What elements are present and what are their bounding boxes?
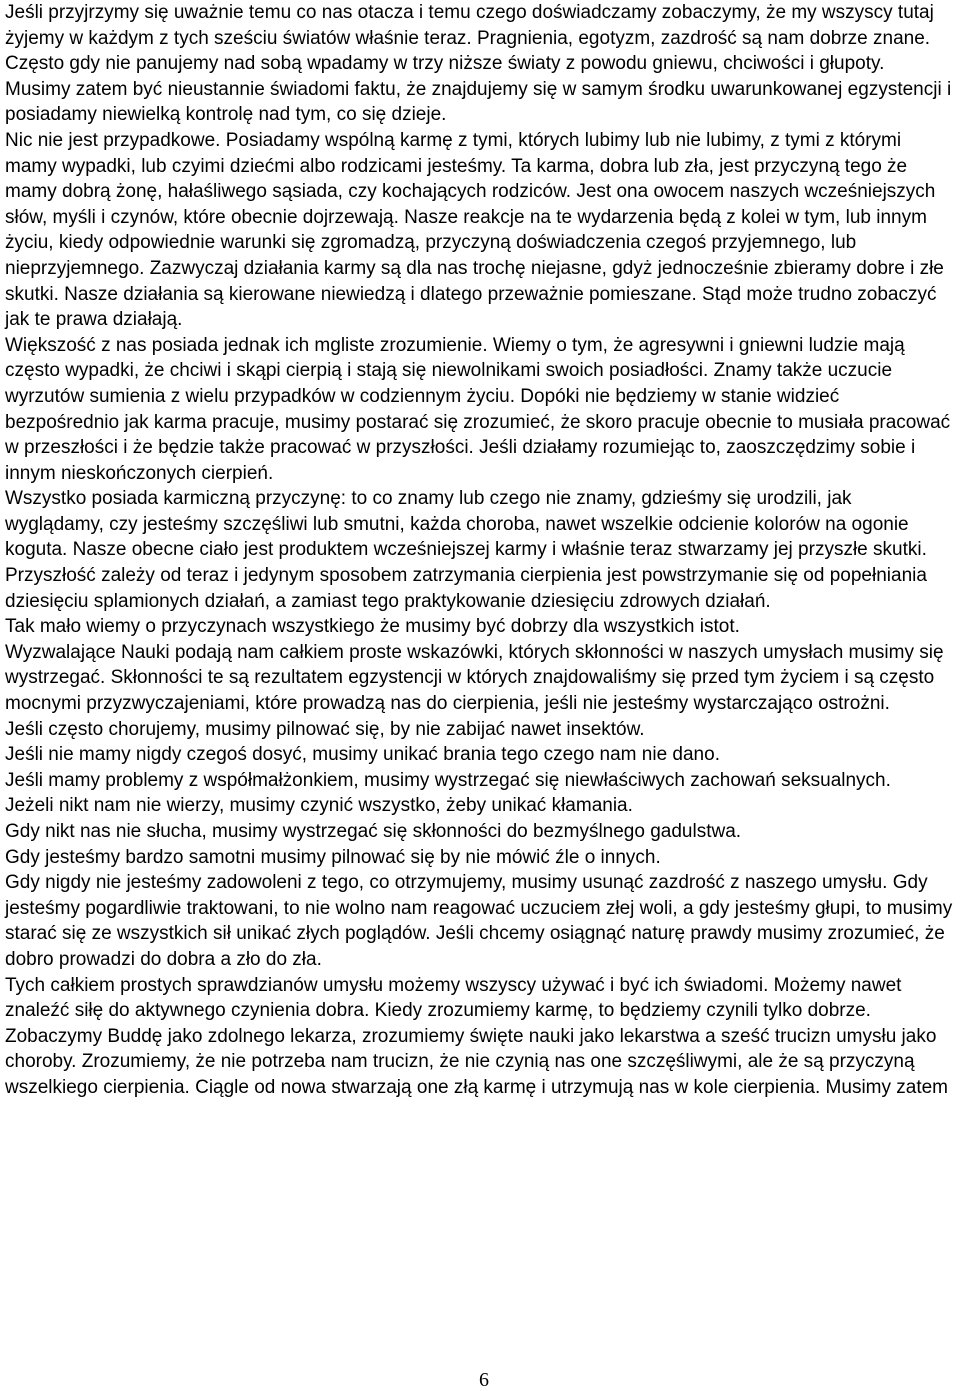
paragraph: Gdy nigdy nie jesteśmy zadowoleni z tego, co otrzymujemy, musimy usunąć zazdrość z naszego umysłu. Gdy jesteśmy pogardliwie traktowani, to nie wolno nam reagować uczuciem złej woli, a gdy jesteśmy głupi, to musimy starać się ze wszystkich sił unikać złych poglądów. Jeśli chcemy osiągnąć naturę prawdy musimy zrozumieć, że dobro prowadzi do dobra a zło do zła. — [5, 872, 953, 970]
page-number: 6 — [479, 1369, 489, 1391]
paragraph: Gdy jesteśmy bardzo samotni musimy pilnować się by nie mówić źle o innych. — [5, 846, 661, 868]
paragraph: Wszystko posiada karmiczną przyczynę: to co znamy lub czego nie znamy, gdzieśmy się urodzili, jak wyglądamy, czy jesteśmy szczęśliwi lub smutni, każda choroba, nawet wszelkie odcienie kolorów na ogonie koguta. Nasze obecne ciało jest produktem wcześniejszej karmy i właśnie teraz stwarzamy jej przyszłe skutki. Przyszłość zależy od teraz i jedynym sposobem zatrzymania cierpienia jest powstrzymanie się od popełniania dziesięciu splamionych działań, a zamiast tego praktykowanie dziesięciu zdrowych działań. — [5, 488, 927, 612]
paragraph: Wyzwalające Nauki podają nam całkiem proste wskazówki, których skłonności w naszych umysłach musimy się wystrzegać. Skłonności te są rezultatem egzystencji w których znajdowaliśmy się przed tym życiem i są często mocnymi przyzwyczajeniami, które prowadzą nas do cierpienia, jeśli nie jesteśmy wystarczająco ostrożni. — [5, 641, 944, 715]
paragraph: Jeśli nie mamy nigdy czegoś dosyć, musimy unikać brania tego czego nam nie dano. — [5, 744, 720, 766]
paragraph: Jeżeli nikt nam nie wierzy, musimy czynić wszystko, żeby unikać kłamania. — [5, 795, 633, 817]
paragraph: Gdy nikt nas nie słucha, musimy wystrzegać się skłonności do bezmyślnego gadulstwa. — [5, 821, 742, 842]
paragraph: Jeśli przyjrzymy się uważnie temu co nas otacza i temu czego doświadczamy zobaczymy, że my wszyscy tutaj żyjemy w każdym z tych sześciu światów właśnie teraz. Pragnienia, egotyzm, zazdrość są nam dobrze znane. Często gdy nie panujemy nad sobą wpadamy w trzy niższe światy z powodu gniewu, chciwości i głupoty. Musimy zatem być nieustannie świadomi faktu, że znajdujemy się w samym środku uwarunkowanej egzystencji i posiadamy niewielką kontrolę nad tym, co się dzieje. — [5, 2, 952, 126]
body-text — [5, 0, 955, 1101]
paragraph: Większość z nas posiada jednak ich mgliste zrozumienie. Wiemy o tym, że agresywni i gniewni ludzie mają często wypadki, że chciwi i skąpi cierpią i stają się niewolnikami swoich posiadłości. Znamy także uczucie wyrzutów sumienia z wielu przypadków w codziennym życiu. Dopóki nie będziemy w stanie widzieć bezpośrednio jak karma pracuje, musimy postarać się zrozumieć, że skoro pracuje obecnie to musiała pracować w przeszłości i że będzie także pracować w przyszłości. Jeśli działamy rozumiejąc to, zaoszczędzimy sobie i innym nieskończonych cierpień. — [5, 334, 951, 484]
paragraph: Jeśli mamy problemy z współmałżonkiem, musimy wystrzegać się niewłaściwych zachowań seksualnych. — [5, 769, 891, 791]
paragraph: Jeśli często chorujemy, musimy pilnować się, by nie zabijać nawet insektów. — [5, 718, 645, 740]
paragraph: Tych całkiem prostych sprawdzianów umysłu możemy wszyscy używać i być ich świadomi. Możemy nawet znaleźć siłę do aktywnego czynienia dobra. Kiedy zrozumiemy karmę, to będziemy czynili tylko dobrze. Zobaczymy Buddę jako zdolnego lekarza, zrozumiemy święte nauki jako lekarstwa a sześć trucizn umysłu jako choroby. Zrozumiemy, że nie potrzeba nam trucizn, że nie czynią nas one szczęśliwymi, ale że są przyczyną wszelkiego cierpienia. Ciągle od nowa stwarzają one złą karmę i utrzymują nas w kole cierpienia. Musimy zatem — [5, 974, 949, 1098]
paragraph: Tak mało wiemy o przyczynach wszystkiego że musimy być dobrzy dla wszystkich istot. — [5, 616, 740, 638]
paragraph: Nic nie jest przypadkowe. Posiadamy wspólną karmę z tymi, których lubimy lub nie lubimy, z tymi z którymi mamy wypadki, lub czyimi dziećmi albo rodzicami jesteśmy. Ta karma, dobra lub zła, jest przyczyną tego że mamy dobrą żonę, hałaśliwego sąsiada, czy kochających rodziców. Jest ona owocem naszych wcześniejszych słów, myśli i czynów, które obecnie dojrzewają. Nasze reakcje na te wydarzenia będą z kolei w tym, lub innym życiu, kiedy odpowiednie warunki się zgromadzą, przyczyną doświadczenia czegoś przyjemnego, lub nieprzyjemnego. Zazwyczaj działania karmy są dla nas trochę niejasne, gdyż jednocześnie zbieramy dobre i złe skutki. Nasze działania są kierowane niewiedzą i dlatego przeważnie pomieszane. Stąd może trudno zobaczyć jak te prawa działają. — [5, 129, 944, 331]
